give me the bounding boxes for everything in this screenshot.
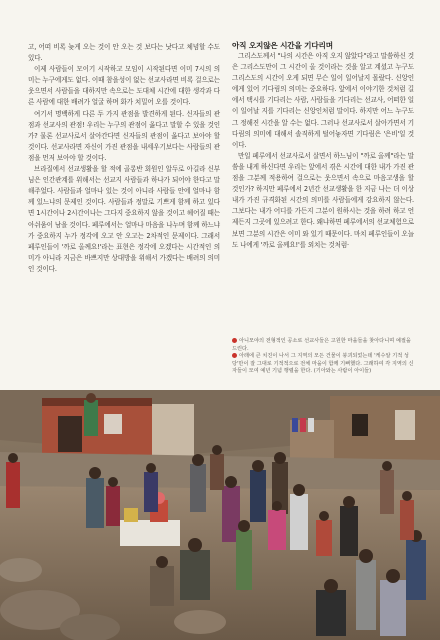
right-text-column <box>232 40 414 251</box>
bullet-icon <box>232 353 237 358</box>
photo-caption <box>232 338 414 376</box>
left-paragraph-4: 브라질에서 선교생활을 할 적에 골롱반 회원인 알두로 아길라 신부님은 인간관계를 위해서는 선교지 사람들과 하나가 되어야 한다고 말해주었다. 사람들과 얼마나 있는 것이 아니라 사람들 안에 얼마나 함께 있느냐의 문제인 것이다. 사람들과 정말로 기쁘게 함께 하고 있다면 1시간이나 2시간이나는 그다지 중요하지 않을 것이고 헤어질 때는 아쉬움이 남을 것이다. 페루에서는 얼마나 마음을 나누며 함께 하느냐가 중요하지 누가 정각에 오고 안 오고는 2차적인 문제이다. 그래서 페루인들이 '까로 올께요!'라는 표현은 정각에 오겠다는 시간적인 의미가 아니라 지금은 바쁘지만 상대방을 위해서 가겠다는 배려의 의미인 것이다. <box>28 165 220 273</box>
bullet-icon <box>232 338 237 343</box>
caption-line-2: 아래에 큰 치진이 나서 그 지역의 모든 건물이 붕괴되었는데 '케수알 기적 성당'만이 잘 그대로 기적적으로 전체 마을이 함께 기뻐했다. 그래하여 각 지역의 신자들이 모여 예년 기념 행렬을 한다. (기아와는 사람이 아이들) <box>232 353 414 375</box>
left-paragraph-1: 고, 어떠 비록 늦게 오는 것이 안 오는 것 보다는 낫다고 체념할 수도 있다. <box>28 43 220 63</box>
caption-line-1: 아니모야의 전형적인 공소로 선교사들은 고원한 마을들을 찾아다니며 예절을 드린다. <box>232 338 411 352</box>
section-heading: 아직 오지않은 시간을 기다리며 <box>232 41 333 50</box>
right-paragraph-2: 만일 페루에서 선교사로서 살면서 하느님이 "까로 올께"라는 말씀을 내게 하신다면 우리는 앞에서 겪은 시간에 대한 내가 가진 관점을 그분께 적용하여 걸으로는 웃으면서 속으로 마음고생을 할 것인가? 하지만 페루에서 2년간 선교생활을 한 지금 나는 더 이상 내가 가진 규격화된 시간의 의미를 사람들에게 강요하지 않는다. 그보다는 내가 어디를 가든지 그분이 원하시는 것을 하려 하고 언제든지 그곳에 있으려고 한다. 왜냐하면 페루에서의 선교체험으로 보면 그분의 시간은 이미 와 있기 때문이다. 마치 페루인들이 오늘도 나에게 '까로 올께요!'를 외치는 것처럼· <box>232 151 414 249</box>
left-paragraph-2: 이제 사람들이 모이기 시작하고 모임이 시작된다면 이미 7시의 의미는 누구에게도 없다. 이때 참을성이 없는 선교사라면 비록 걸으로는 웃으면서 사람들을 대하지만 속으로는 도대체 시간에 대한 생각과 다른 사람에 대한 배려가 얼굴 하며 화가 치밀어 오를 것이다. <box>28 65 220 107</box>
left-paragraph-3: 여기서 명백하게 다른 두 가지 관점을 발견하게 된다. 신자들의 관점과 선교사의 관점! 우리는 누구의 관점이 옳다고 말할 수 있을 것인가? 물론 선교사로서 살아간다면 신자들의 관점이 옳다고 보아야 할 것이다. 선교사라면 자신이 가진 관점을 내세우기보다는 사람들의 관점을 먼저 보아야 할 것이다. <box>28 109 220 162</box>
right-paragraph-1: 그리스도께서 "나의 시간은 아직 오지 않았다"라고 말씀하신 것은 그리스도만이 그 시간이 올 것이라는 것을 알고 계셨고 누구도 그리스도의 시간이 오게 되면 무슨 일이 일어날지 몰랐다. 신앙인에게 있어 기다림의 의미는 중요하다. 앞에서 이야기한 것처럼 길에서 택시를 기다리는 사람, 사람들을 기다리는 선교사, 어떠한 일이 일어날 지를 기다리는 신앙인처럼 말이다. 하지만 어느 누구도 그 정해진 시간을 알 수는 없다. 그러나 선교사로서 살아가면서 기다림의 의미에 대해서 솔직하게 털어놓자면 기다림은 '은비'일 것이다. <box>232 52 414 149</box>
village-procession-photo <box>0 390 440 640</box>
left-text-column <box>28 42 220 275</box>
